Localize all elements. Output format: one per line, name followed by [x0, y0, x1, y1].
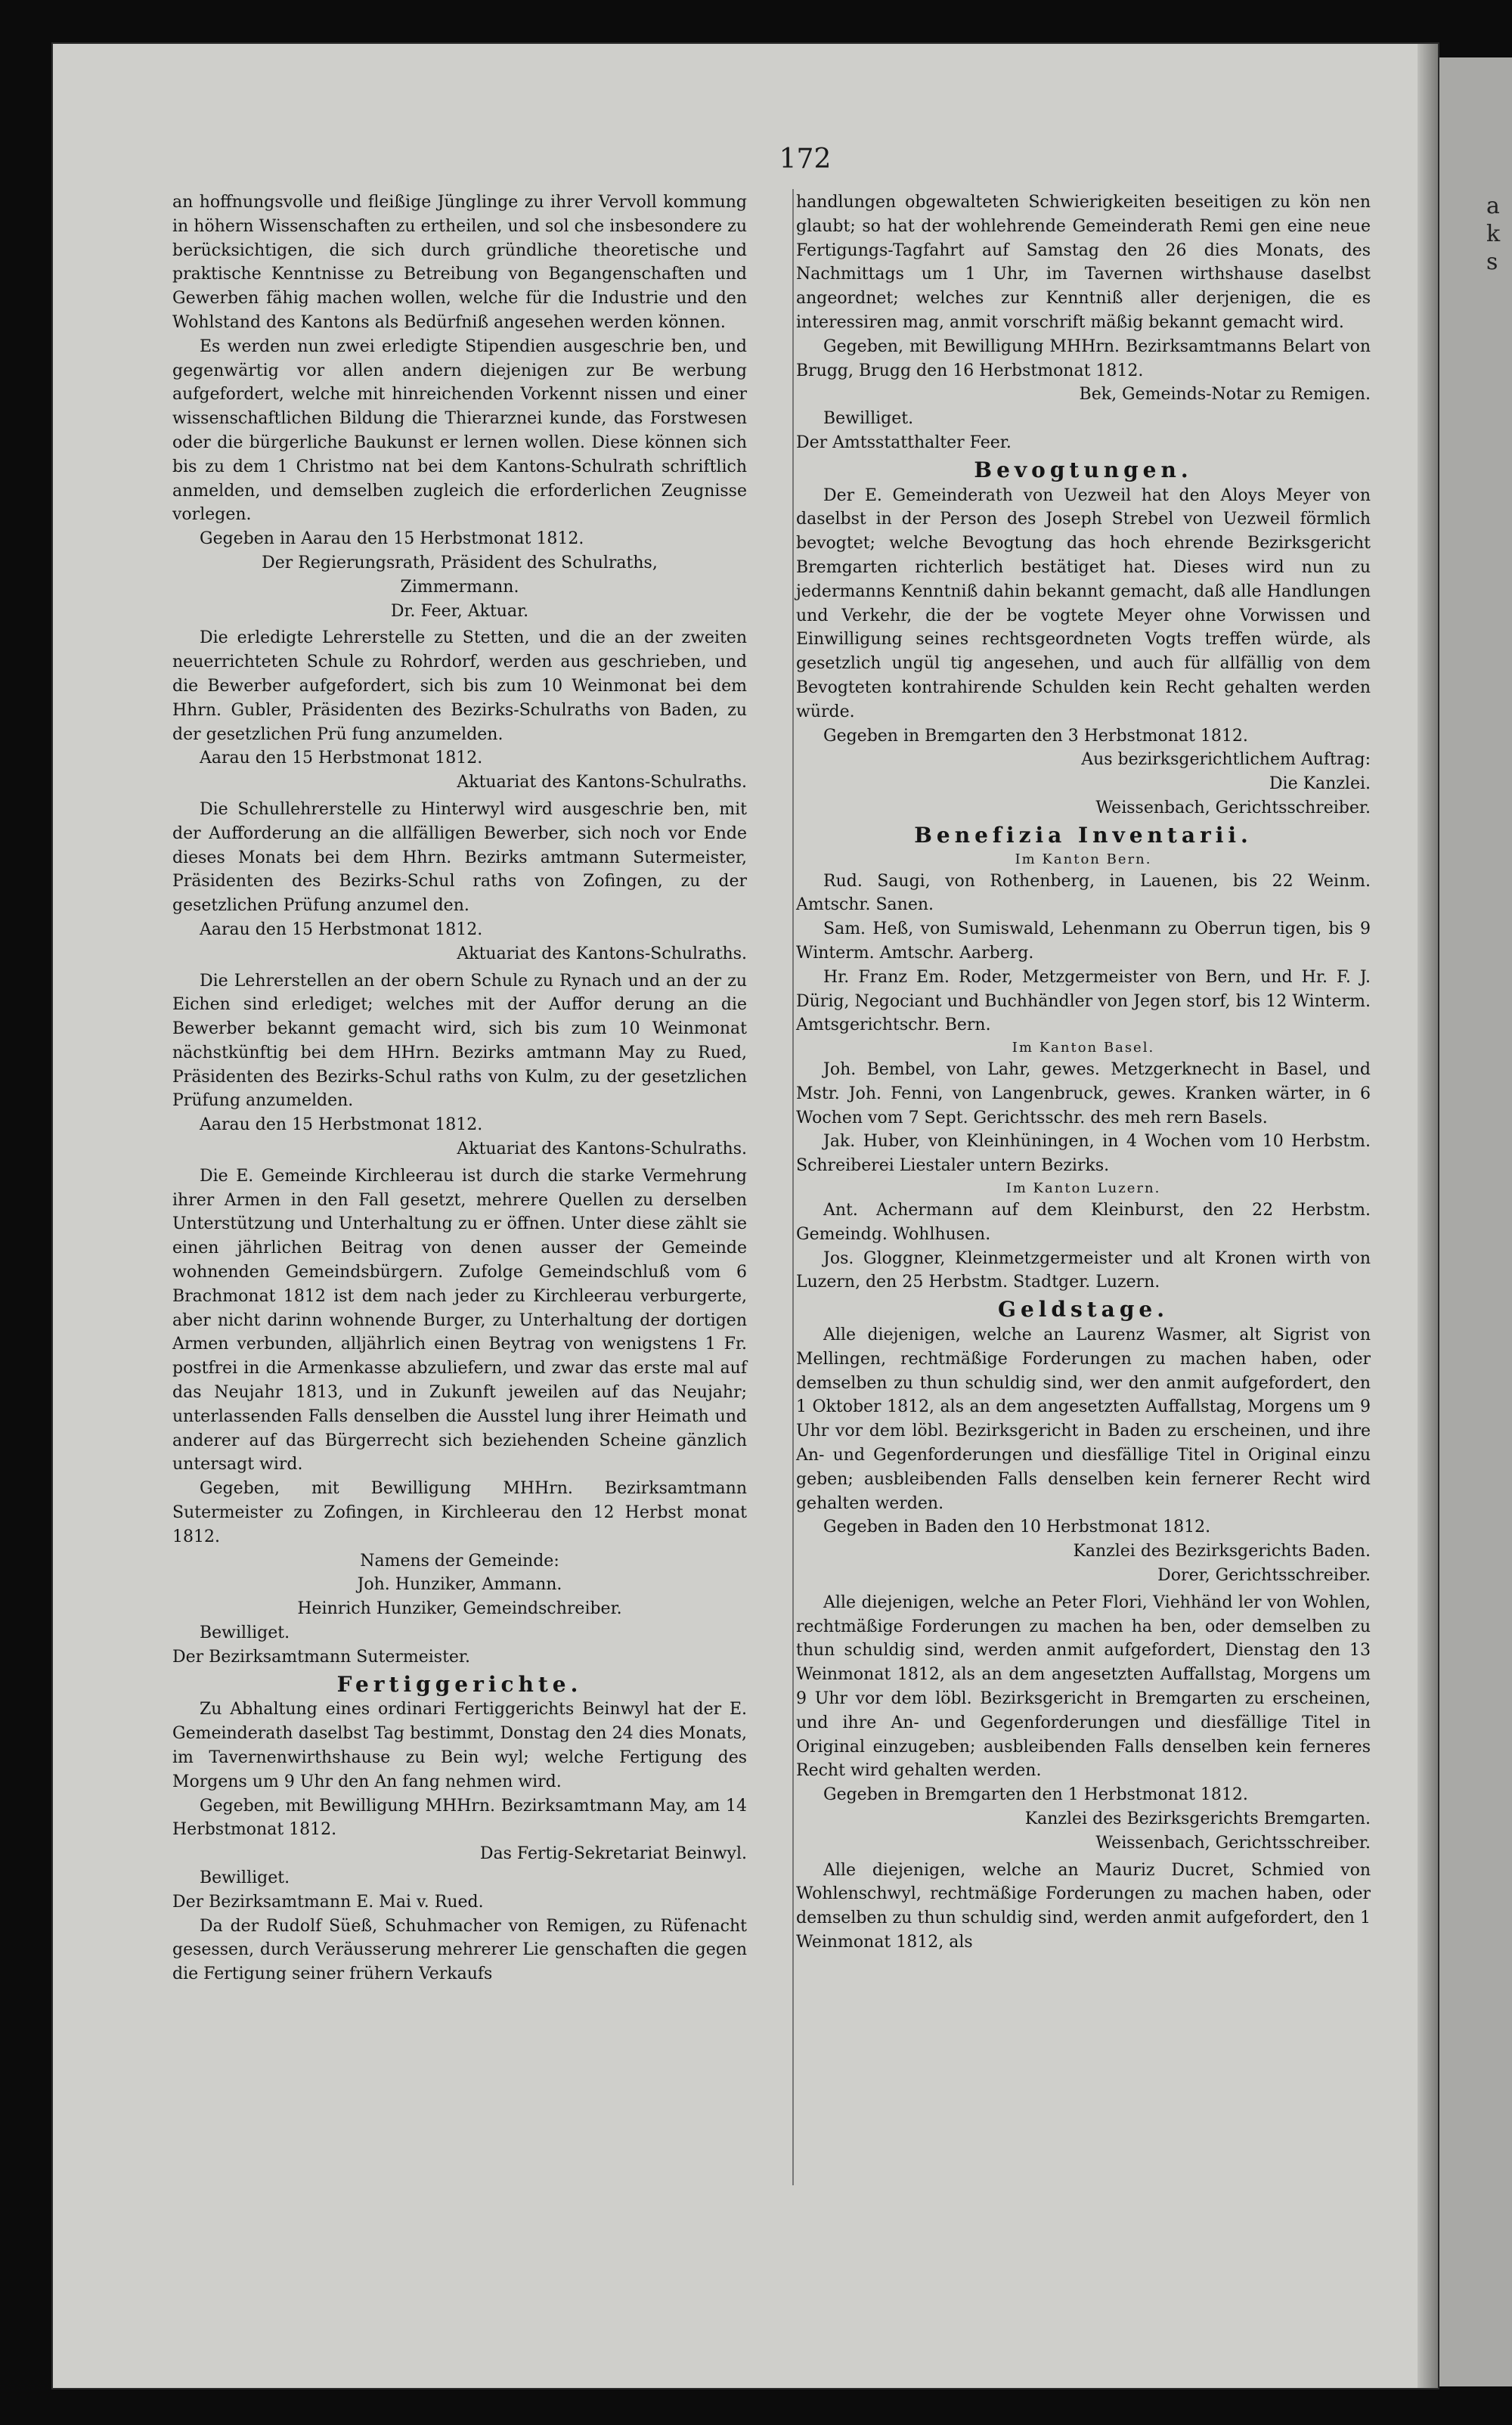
- canton-subheading: Im Kanton Basel.: [1012, 1040, 1155, 1056]
- canton-subheading: Im Kanton Bern.: [1015, 851, 1152, 867]
- text-block: Alle diejenigen, welche an Mauriz Ducret, Schmied von Wohlenschwyl, rechtmäßige Forderungen zu machen haben, oder demselben zu thun schuldig sind, werden anmit aufgefordert, den 1 Weinmonat 1812, als: [796, 1860, 1371, 1952]
- column-divider: [792, 189, 794, 2185]
- text-block: Der Regierungsrath, Präsident des Schulraths,: [262, 553, 658, 572]
- text-block: Hr. Franz Em. Roder, Metzgermeister von Bern, und Hr. F. J. Dürig, Negociant und Buchhändler von Jegen storf, bis 12 Winterm. Amtsgerichtschr. Bern.: [796, 967, 1371, 1035]
- text-block: Der Amtsstatthalter Feer.: [796, 433, 1012, 452]
- text-block: Es werden nun zwei erledigte Stipendien ausgeschrie ben, und gegenwärtig vor allen andern diejenigen zur Be werbung aufgefordert, welche mit hinreichenden Vorkennt nissen und einer wissenschaftlichen Bildung die Thierarznei kunde, das Forstwesen oder die bürgerliche Baukunst er lernen wollen. Diese können sich bis zu dem 1 Christmo nat bei dem Kantons-Schulrath schriftlich anmelden, und demselben zugleich die erforderlichen Zeugnisse vorlegen.: [172, 336, 747, 525]
- text-block: Namens der Gemeinde:: [360, 1551, 559, 1571]
- text-block: Aus bezirksgerichtlichem Auftrag:: [1081, 750, 1371, 770]
- text-block: Bek, Gemeinds-Notar zu Remigen.: [1079, 385, 1371, 405]
- text-block: Gegeben, mit Bewilligung MHHrn. Bezirksamtmann May, am 14 Herbstmonat 1812.: [172, 1796, 747, 1840]
- text-block: Dr. Feer, Aktuar.: [390, 601, 529, 621]
- text-block: Joh. Hunziker, Ammann.: [357, 1575, 562, 1595]
- text-block: Weissenbach, Gerichtsschreiber.: [1095, 798, 1371, 817]
- text-block: Rud. Saugi, von Rothenberg, in Lauenen, bis 22 Weinm. Amtschr. Sanen.: [796, 871, 1371, 915]
- text-block: Jos. Gloggner, Kleinmetzgermeister und alt Kronen wirth von Luzern, den 25 Herbstm. Stadtger. Luzern.: [796, 1248, 1371, 1292]
- text-block: Joh. Bembel, von Lahr, gewes. Metzgerknecht in Basel, und Mstr. Joh. Fenni, von Langenbruck, gewes. Kranken wärter, in 6 Wochen vom 7 Sept. Gerichtsschr. des meh rern Basels.: [796, 1060, 1371, 1127]
- text-block: Bewilliget.: [200, 1868, 290, 1887]
- text-block: Aktuariat des Kantons-Schulraths.: [457, 1140, 747, 1159]
- text-block: Der E. Gemeinderath von Uezweil hat den Aloys Meyer von daselbst in der Person des Joseph Strebel von Uezweil förmlich bevogtet; welche Bevogtung das hoch ehrende Bezirksgericht Bremgarten richterlich bestätiget hat. Dieses wird nun zu jedermanns Kenntniß dahin bekannt gemacht, daß alle Handlungen und Verkehr, die der be vogtete Meyer ohne Vorwissen und Einwilligung seines rechtsgeordneten Vogts treffen würde, als gesetzlich ungül tig angesehen, und auch für allfällig von dem Bevogteten kontrahirende Schulden kein Recht gehalten werden würde.: [796, 485, 1371, 721]
- text-block: Gegeben in Bremgarten den 1 Herbstmonat 1812.: [823, 1785, 1248, 1805]
- text-block: Aktuariat des Kantons-Schulraths.: [457, 944, 747, 963]
- section-heading: Benefizia Inventarii.: [914, 822, 1253, 848]
- text-block: Das Fertig-Sekretariat Beinwyl.: [479, 1844, 747, 1864]
- text-block: Gegeben, mit Bewilligung MHHrn. Bezirksamtmanns Belart von Brugg, Brugg den 16 Herbstmonat 1812.: [796, 336, 1371, 380]
- text-block: Die Kanzlei.: [1269, 774, 1371, 794]
- text-block: Bewilliget.: [200, 1623, 290, 1643]
- text-block: Jak. Huber, von Kleinhüningen, in 4 Wochen vom 10 Herbstm. Schreiberei Liestaler untern Bezirks.: [796, 1132, 1371, 1176]
- adjacent-page: [1438, 57, 1512, 2386]
- text-block: Sam. Heß, von Sumiswald, Lehenmann zu Oberrun tigen, bis 9 Winterm. Amtschr. Aarberg.: [796, 919, 1371, 963]
- text-block: an hoffnungsvolle und fleißige Jünglinge zu ihrer Vervoll kommung in höhern Wissenschaften zu ertheilen, und sol che insbesondere zu berücksichtigen, die sich durch gründliche theoretische und praktische Kenntnisse zu Betreibung von Begangenschaften und Gewerben fähig machen wollen, welche für die Industrie und den Wohlstand des Kantons als Bedürfniß angesehen werden können.: [172, 193, 747, 332]
- text-block: Die E. Gemeinde Kirchleerau ist durch die starke Vermehrung ihrer Armen in den Fall gesetzt, mehrere Quellen zu derselben Unterstützung und Unterhaltung zu er öffnen. Unter diese zählt sie einen jährlichen Beitrag von denen ausser der Gemeinde wohnenden Gemeindsbürgern. Zufolge Gemeindschluß vom 6 Brachmonat 1812 ist dem nach jeder zu Kirchleerau verburgerte, aber nicht darinn wohnende Burger, zu Unterhaltung der dortigen Armen verbunden, alljährlich einen Beytrag von wenigstens 1 Fr. postfrei in die Armenkasse abzuliefern, und zwar das erste mal auf das Neujahr 1813, und in Zukunft jeweilen auf das Neujahr; unterlassenden Falls denselben die Ausstel lung ihrer Heimath und anderer auf das Bürgerrecht sich beziehenden Scheine gänzlich untersagt wird.: [172, 1166, 747, 1475]
- text-block: handlungen obgewalteten Schwierigkeiten beseitigen zu kön nen glaubt; so hat der wohlehrende Gemeinderath Remi gen eine neue Fertigungs-Tagfahrt auf Samstag den 26 dies Monats, des Nachmittags um 1 Uhr, im Tavernen wirthshause daselbst angeordnet; welches zur Kenntniß aller derjenigen, die es interessiren mag, anmit vorschrift mäßig bekannt gemacht wird.: [796, 193, 1371, 332]
- text-block: Aarau den 15 Herbstmonat 1812.: [200, 1115, 483, 1135]
- canton-subheading: Im Kanton Luzern.: [1005, 1180, 1161, 1197]
- text-block: Der Bezirksamtmann Sutermeister.: [172, 1647, 471, 1667]
- text-block: Aarau den 15 Herbstmonat 1812.: [200, 919, 483, 939]
- edge-fragment: a: [1486, 193, 1500, 219]
- text-block: Dorer, Gerichtsschreiber.: [1157, 1566, 1371, 1586]
- text-block: Alle diejenigen, welche an Laurenz Wasmer, alt Sigrist von Mellingen, rechtmäßige Forderungen zu machen haben, oder demselben zu thun schuldig sind, wer den anmit aufgefordert, den 1 Oktober 1812, als an dem angesetzten Auffallstag, Morgens um 9 Uhr vor dem löbl. Bezirksgericht in Baden zu erscheinen, und ihre An- und Gegenforderungen und diesfällige Titel in Original einzu geben; ausbleibenden Falls denselben kein fernerer Recht wird gehalten werden.: [796, 1326, 1371, 1513]
- section-heading: Fertiggerichte.: [336, 1671, 583, 1697]
- page-fold-shadow: [1418, 44, 1438, 2388]
- text-block: Bewilliget.: [823, 409, 914, 429]
- section-heading: Bevogtungen.: [974, 457, 1193, 482]
- text-block: Zu Abhaltung eines ordinari Fertiggerichts Beinwyl hat der E. Gemeinderath daselbst Tag bestimmt, Donstag den 24 dies Monats, im Tavernenwirthshause zu Bein wyl; welche Fertigung des Morgens um 9 Uhr den An fang nehmen wird.: [172, 1700, 747, 1791]
- text-block: Kanzlei des Bezirksgerichts Bremgarten.: [1024, 1809, 1371, 1828]
- text-block: Gegeben in Baden den 10 Herbstmonat 1812.: [823, 1518, 1211, 1537]
- text-block: Kanzlei des Bezirksgerichts Baden.: [1073, 1542, 1371, 1561]
- text-block: Da der Rudolf Süeß, Schuhmacher von Remigen, zu Rüfenacht gesessen, durch Veräusserung mehrerer Lie genschaften die gegen die Fertigung seiner frühern Verkaufs: [172, 1916, 747, 1984]
- section-heading: Geldstage.: [998, 1297, 1169, 1323]
- text-block: Die erledigte Lehrerstelle zu Stetten, und die an der zweiten neuerrichteten Schule zu Rohrdorf, werden aus geschrieben, und die Bewerber aufgefordert, sich bis zum 10 Weinmonat bei dem Hhrn. Gubler, Präsidenten des Bezirks-Schulraths von Baden, zu der gesetzlichen Prü fung anzumelden.: [172, 628, 747, 744]
- right-column: [796, 191, 1371, 1955]
- text-block: Ant. Achermann auf dem Kleinburst, den 22 Herbstm. Gemeindg. Wohlhusen.: [796, 1201, 1371, 1244]
- page-number: 172: [779, 144, 832, 175]
- text-block: Die Lehrerstellen an der obern Schule zu Rynach und an der zu Eichen sind erlediget; welches mit der Auffor derung an die Bewerber bekannt gemacht wird, sich bis zum 10 Weinmonat nächstkünftig bei dem HHrn. Bezirks amtmann May zu Rued, Präsidenten des Bezirks-Schul raths von Kulm, zu der gesetzlichen Prüfung anzumelden.: [172, 971, 747, 1111]
- text-block: Die Schullehrerstelle zu Hinterwyl wird ausgeschrie ben, mit der Aufforderung an die allfälligen Bewerber, sich noch vor Ende dieses Monats bei dem Hhrn. Bezirks amtmann Sutermeister, Präsidenten des Bezirks-Schul raths von Zofingen, zu der gesetzlichen Prüfung anzumel den.: [172, 799, 747, 916]
- edge-fragment: s: [1486, 249, 1498, 275]
- text-block: Alle diejenigen, welche an Peter Flori, Viehhänd ler von Wohlen, rechtmäßige Forderungen zu machen ha ben, oder demselben zu thun schuldig sind, werden anmit aufgefordert, Dienstag den 13 Weinmonat 1812, als an dem angesetzten Auffallstag, Morgens um 9 Uhr vor dem löbl. Bezirksgericht in Bremgarten zu erscheinen, und ihre An- und Gegenforderungen und diesfällige Titel in Original einzugeben; ausbleibenden Falls denselben kein ferneres Recht wird gehalten werden.: [796, 1592, 1371, 1781]
- text-block: Weissenbach, Gerichtsschreiber.: [1095, 1833, 1371, 1853]
- text-block: Aktuariat des Kantons-Schulraths.: [457, 773, 747, 792]
- edge-fragment: k: [1486, 221, 1501, 247]
- text-block: Zimmermann.: [400, 577, 519, 597]
- text-block: Heinrich Hunziker, Gemeindschreiber.: [297, 1599, 622, 1619]
- text-block: Gegeben in Aarau den 15 Herbstmonat 1812.: [200, 529, 584, 549]
- left-column: [172, 191, 747, 1986]
- text-block: Gegeben, mit Bewilligung MHHrn. Bezirksamtmann Sutermeister zu Zofingen, in Kirchleerau den 12 Herbst monat 1812.: [172, 1479, 747, 1546]
- text-block: Der Bezirksamtmann E. Mai v. Rued.: [172, 1892, 484, 1912]
- text-block: Aarau den 15 Herbstmonat 1812.: [200, 749, 483, 768]
- text-block: Gegeben in Bremgarten den 3 Herbstmonat 1812.: [823, 726, 1248, 746]
